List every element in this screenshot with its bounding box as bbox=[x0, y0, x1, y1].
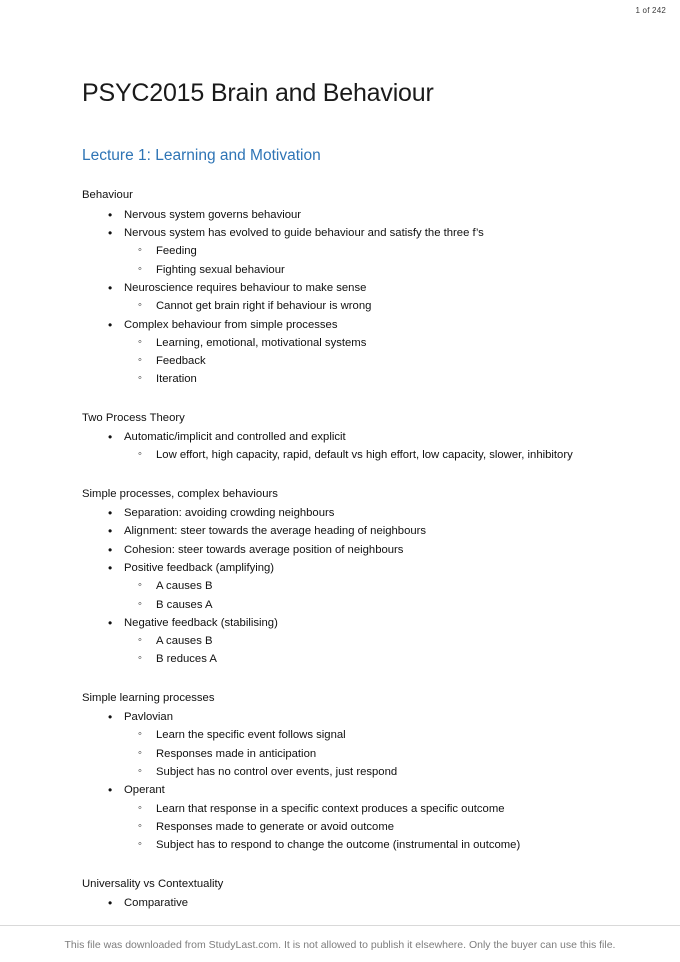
bullet-list-level2 bbox=[124, 242, 612, 279]
sub-list-item-text: ◦ A causes B bbox=[156, 632, 612, 650]
list-item bbox=[82, 428, 612, 465]
list-item bbox=[82, 504, 612, 522]
list-item-text: • Separation: avoiding crowding neighbours bbox=[124, 504, 612, 522]
sub-list-item-text: ◦ A causes B bbox=[156, 577, 612, 595]
sub-list-item bbox=[124, 352, 612, 370]
sub-list-item bbox=[124, 650, 612, 668]
sub-list-item bbox=[124, 800, 612, 818]
sub-list-item bbox=[124, 261, 612, 279]
outline-section bbox=[82, 690, 612, 855]
bullet-list-level2 bbox=[124, 334, 612, 389]
bullet-list-level2 bbox=[124, 632, 612, 669]
list-item-text: • Positive feedback (amplifying) bbox=[124, 559, 612, 577]
list-item-text: • Automatic/implicit and controlled and explicit bbox=[124, 428, 612, 446]
sub-list-item-text: ◦ Learn that response in a specific context produces a specific outcome bbox=[156, 800, 612, 818]
list-item bbox=[82, 316, 612, 389]
page-title: PSYC2015 Brain and Behaviour bbox=[82, 79, 434, 107]
list-item-text: • Complex behaviour from simple processes bbox=[124, 316, 612, 334]
bullet-list-level2 bbox=[124, 577, 612, 614]
bullet-list-level1 bbox=[82, 894, 612, 912]
sub-list-item bbox=[124, 726, 612, 744]
document-content bbox=[82, 78, 612, 912]
bullet-list-level2 bbox=[124, 726, 612, 781]
outline-section bbox=[82, 410, 612, 465]
outline-section bbox=[82, 876, 612, 913]
list-item-text: • Cohesion: steer towards average position of neighbours bbox=[124, 541, 612, 559]
list-item bbox=[82, 614, 612, 669]
list-item bbox=[82, 224, 612, 279]
list-item-text: • Nervous system governs behaviour bbox=[124, 206, 612, 224]
sub-list-item-text: ◦ Low effort, high capacity, rapid, default vs high effort, low capacity, slower, inhibitory bbox=[156, 446, 612, 464]
page-counter: 1 of 242 bbox=[635, 6, 666, 15]
sub-list-item-text: ◦ Responses made in anticipation bbox=[156, 745, 612, 763]
list-item-text: • Pavlovian bbox=[124, 708, 612, 726]
sub-list-item-text: ◦ Learn the specific event follows signal bbox=[156, 726, 612, 744]
sub-list-item bbox=[124, 446, 612, 464]
bullet-list-level2 bbox=[124, 800, 612, 855]
sub-list-item bbox=[124, 836, 612, 854]
sub-list-item-text: ◦ B reduces A bbox=[156, 650, 612, 668]
section-label: Simple processes, complex behaviours bbox=[82, 487, 278, 500]
sub-list-item bbox=[124, 370, 612, 388]
section-label: Universality vs Contextuality bbox=[82, 877, 224, 890]
bullet-list-level1 bbox=[82, 206, 612, 389]
list-item-text: • Neuroscience requires behaviour to make sense bbox=[124, 279, 612, 297]
outline-section bbox=[82, 486, 612, 669]
section-label: Simple learning processes bbox=[82, 691, 215, 704]
sub-list-item-text: ◦ Feedback bbox=[156, 352, 612, 370]
list-item bbox=[82, 206, 612, 224]
list-item bbox=[82, 708, 612, 781]
outline-section bbox=[82, 187, 612, 388]
section-label: Behaviour bbox=[82, 189, 133, 202]
sub-list-item bbox=[124, 242, 612, 260]
list-item-text: • Alignment: steer towards the average heading of neighbours bbox=[124, 522, 612, 540]
list-item bbox=[82, 894, 612, 912]
bullet-list-level2 bbox=[124, 297, 612, 315]
sub-list-item-text: ◦ Fighting sexual behaviour bbox=[156, 261, 612, 279]
lecture-heading: Lecture 1: Learning and Motivation bbox=[82, 147, 321, 165]
sub-list-item-text: ◦ Responses made to generate or avoid outcome bbox=[156, 818, 612, 836]
sub-list-item bbox=[124, 577, 612, 595]
sub-list-item-text: ◦ Learning, emotional, motivational systems bbox=[156, 334, 612, 352]
sub-list-item-text: ◦ Feeding bbox=[156, 242, 612, 260]
bullet-list-level1 bbox=[82, 504, 612, 669]
bullet-list-level2 bbox=[124, 446, 612, 464]
list-item-text: • Negative feedback (stabilising) bbox=[124, 614, 612, 632]
sub-list-item-text: ◦ Cannot get brain right if behaviour is wrong bbox=[156, 297, 612, 315]
sections-container bbox=[82, 187, 612, 912]
footer-divider bbox=[0, 925, 680, 926]
sub-list-item-text: ◦ Subject has to respond to change the outcome (instrumental in outcome) bbox=[156, 836, 612, 854]
sub-list-item bbox=[124, 745, 612, 763]
list-item bbox=[82, 279, 612, 316]
sub-list-item bbox=[124, 763, 612, 781]
list-item bbox=[82, 559, 612, 614]
sub-list-item bbox=[124, 297, 612, 315]
sub-list-item-text: ◦ Iteration bbox=[156, 370, 612, 388]
sub-list-item bbox=[124, 596, 612, 614]
sub-list-item-text: ◦ B causes A bbox=[156, 596, 612, 614]
list-item bbox=[82, 522, 612, 540]
list-item-text: • Nervous system has evolved to guide behaviour and satisfy the three f’s bbox=[124, 224, 612, 242]
list-item bbox=[82, 781, 612, 854]
list-item-text: • Comparative bbox=[124, 894, 612, 912]
bullet-list-level1 bbox=[82, 428, 612, 465]
sub-list-item bbox=[124, 818, 612, 836]
section-label: Two Process Theory bbox=[82, 411, 185, 424]
sub-list-item-text: ◦ Subject has no control over events, just respond bbox=[156, 763, 612, 781]
list-item bbox=[82, 541, 612, 559]
sub-list-item bbox=[124, 632, 612, 650]
sub-list-item bbox=[124, 334, 612, 352]
list-item-text: • Operant bbox=[124, 781, 612, 799]
footer-note: This file was downloaded from StudyLast.com. It is not allowed to publish it elsewhere. Only the buyer can use this file. bbox=[64, 939, 616, 951]
bullet-list-level1 bbox=[82, 708, 612, 854]
